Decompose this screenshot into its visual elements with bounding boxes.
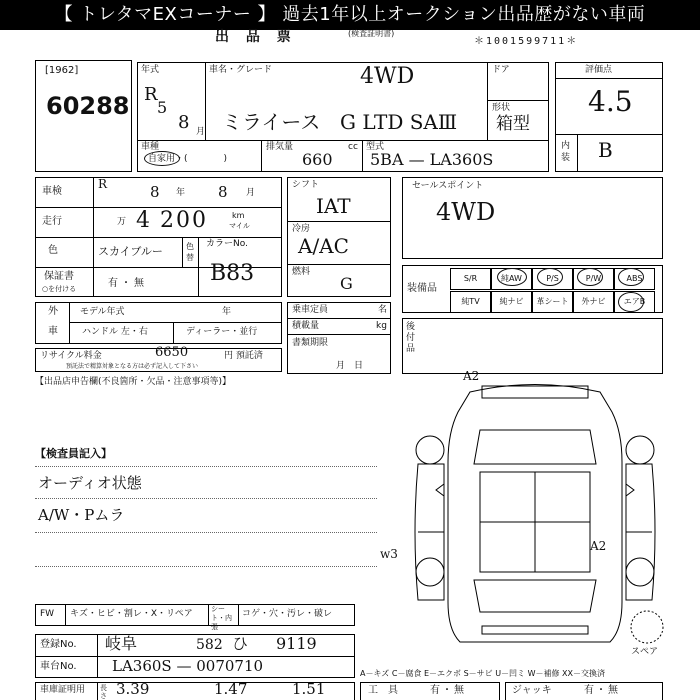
spare-label: スペア — [631, 647, 659, 657]
displacement-label: 排気量 — [266, 142, 294, 152]
score-label: 評価点 — [585, 65, 613, 75]
inspector-note-2: A/W・Pムラ — [38, 506, 125, 524]
foreign-label-top: 外 — [48, 306, 58, 317]
equip-mark-airb — [618, 292, 644, 312]
recycle-label: リサイクル料金 — [40, 351, 102, 361]
color-no-value: B83 — [210, 261, 255, 286]
capacity-label: 乗車定員 — [292, 305, 329, 315]
foreign-handle: ハンドル 左・右 — [82, 327, 148, 337]
interior-label: 内装 — [561, 141, 571, 163]
warranty-options: 有・無 — [108, 278, 147, 289]
damage-legend: A－キズ C－腐食 E－エクボ S－サビ U－凹ミ W－補修 XX－交換済 — [360, 669, 606, 678]
sheet-subtitle: (検査証明書) — [348, 29, 395, 38]
doc-expiry-label: 書類期限 — [292, 338, 329, 348]
model-name: ミライース — [222, 110, 321, 134]
equip-mark-ps — [537, 268, 563, 286]
diagram-mark-a2-top: A2 — [463, 369, 480, 383]
diagram-mark-a2-side: A2 — [590, 539, 607, 553]
year-label: 年式 — [141, 65, 160, 75]
fuel-value: G — [340, 274, 353, 293]
equipment-label: 装備品 — [407, 283, 437, 294]
diagram-mark-w3: w3 — [380, 547, 398, 561]
model-drive: 4WD — [360, 64, 415, 89]
equipment-item: 革シート — [532, 291, 573, 313]
serial-number: ＊1001599711＊ — [474, 36, 579, 47]
month-value: 8 — [178, 112, 190, 133]
color-label: 色 — [48, 245, 58, 256]
dimension-length: 3.39 — [116, 680, 150, 698]
model-code-label: 型式 — [366, 142, 385, 152]
jack-options: 有・無 — [584, 685, 620, 696]
jack-label: ジャッキ — [512, 685, 552, 696]
model-code-value: 5BA — LA360S — [370, 150, 494, 169]
inspector-note-1: オーディオ状態 — [38, 474, 142, 492]
equip-mark-abs — [618, 268, 644, 286]
sales-point-label: セールスポイント — [412, 181, 484, 191]
dimensions-label: 車庫証明用 — [40, 685, 86, 695]
displacement-value: 660 — [302, 150, 333, 169]
foreign-dealer: ディーラー・並行 — [186, 327, 258, 337]
mileage-unit-km: km — [232, 211, 245, 220]
fw-seat-label: シート・内張 — [211, 605, 232, 631]
equipment-item: ABS — [614, 268, 655, 290]
month-unit: 月 — [196, 127, 206, 137]
registration-circle — [144, 151, 180, 166]
lot-code: [1962] — [45, 65, 79, 76]
mileage-value: 200 — [160, 208, 208, 233]
dimensions-length-label: 長さ — [100, 684, 107, 700]
color-change-label: 色替 — [186, 242, 194, 262]
foreign-car-box — [35, 302, 282, 344]
dimension-width: 1.47 — [214, 680, 248, 698]
tools-options: 有・無 — [430, 685, 466, 696]
seller-notes-label: 【出品店申告欄(不良箇所・欠品・注意事項等)】 — [35, 377, 232, 387]
plate-label: 登録No. — [40, 639, 77, 650]
foreign-label-bottom: 車 — [48, 326, 58, 337]
year-value: 5 — [157, 98, 168, 117]
top-banner: 【 トレタマEXコーナー 】 過去1年以上オークション出品歴がない車両 — [0, 0, 700, 30]
interior-value: B — [598, 138, 613, 162]
load-label: 積載量 — [292, 321, 320, 331]
displacement-unit: cc — [348, 142, 358, 152]
model-label: 車名・グレード — [209, 65, 273, 75]
inspection-month: 8 — [218, 183, 228, 201]
rear-accessory-label: 後付品 — [406, 322, 416, 354]
inspection-label: 車検 — [42, 186, 62, 197]
equipment-item: 純ナビ — [491, 291, 532, 313]
equipment-item: P/W — [573, 268, 614, 290]
inspector-label: 【検査員記入】 — [35, 447, 112, 460]
model-grade: G LTD SAⅢ — [340, 110, 458, 134]
foreign-year-unit: 年 — [222, 307, 232, 317]
shape-label: 形状 — [492, 103, 511, 113]
load-unit: kg — [376, 321, 387, 331]
plate-number: 9119 — [276, 634, 317, 653]
plate-class: 582 — [196, 637, 223, 653]
equipment-item: P/S — [532, 268, 573, 290]
equipment-item: 純TV — [450, 291, 491, 313]
equipment-item: 純AW — [491, 268, 532, 290]
mileage-label: 走行 — [42, 216, 62, 227]
score-value: 4.5 — [588, 85, 633, 118]
mileage-man: 4 — [136, 208, 150, 233]
plate-kana: ひ — [232, 634, 249, 653]
registration-value: 自家用・( ) — [148, 154, 228, 164]
fuel-label: 燃料 — [292, 267, 311, 277]
car-body-diagram — [400, 369, 670, 672]
capacity-unit: 名 — [378, 305, 388, 315]
door-label: ドア — [492, 65, 510, 75]
fw-label: FW — [40, 609, 55, 619]
recycle-unit: 円 預託済 — [224, 351, 263, 361]
aircon-label: 冷房 — [292, 224, 311, 234]
equipment-item: エアB — [614, 291, 655, 313]
plate-region: 岐阜 — [105, 634, 138, 653]
warranty-sub: ○を付ける — [42, 285, 77, 293]
sheet-title: 出 品 票 — [215, 29, 297, 45]
mileage-man-unit: 万 — [117, 217, 127, 227]
chassis-value: LA360S — 0070710 — [112, 657, 264, 675]
shift-label: シフト — [292, 180, 320, 190]
fw-seat-items: コゲ・穴・汚レ・破レ — [242, 609, 333, 619]
equipment-item: 外ナビ — [573, 291, 614, 313]
warranty-label: 保証書 — [44, 271, 74, 282]
recycle-note: 預託法で精算対象となる方は必ず記入して下さい — [66, 363, 199, 370]
doc-expiry-unit: 月 日 — [336, 361, 364, 371]
recycle-value: 6650 — [155, 345, 189, 360]
inspection-year: 8 — [150, 183, 160, 201]
rear-accessory-box — [402, 318, 663, 374]
fw-items: キズ・ヒビ・割レ・X・リペア — [70, 609, 193, 619]
lot-number: 60288 — [46, 92, 130, 120]
equip-mark-pw — [577, 268, 603, 286]
shift-value: IAT — [316, 194, 351, 218]
shape-value: 箱型 — [496, 114, 530, 134]
equipment-item: S/R — [450, 268, 491, 290]
aircon-value: A/AC — [298, 234, 349, 258]
sales-point-value: 4WD — [436, 198, 496, 226]
dimension-height: 1.51 — [292, 680, 326, 698]
tools-label: 工 具 — [368, 685, 398, 696]
equip-mark-awd — [497, 268, 527, 286]
registration-label: 車種 — [141, 142, 160, 152]
foreign-model-year: モデル年式 — [80, 307, 125, 317]
color-no-label: カラーNo. — [206, 239, 248, 249]
inspection-month-unit: 月 — [246, 188, 256, 198]
inspection-era: R — [98, 177, 108, 191]
chassis-label: 車台No. — [40, 661, 77, 672]
mileage-unit-mile: マイル — [229, 222, 250, 230]
year-era: R — [144, 84, 158, 105]
inspection-year-unit: 年 — [176, 188, 186, 198]
color-value: スカイブルー — [98, 245, 163, 258]
